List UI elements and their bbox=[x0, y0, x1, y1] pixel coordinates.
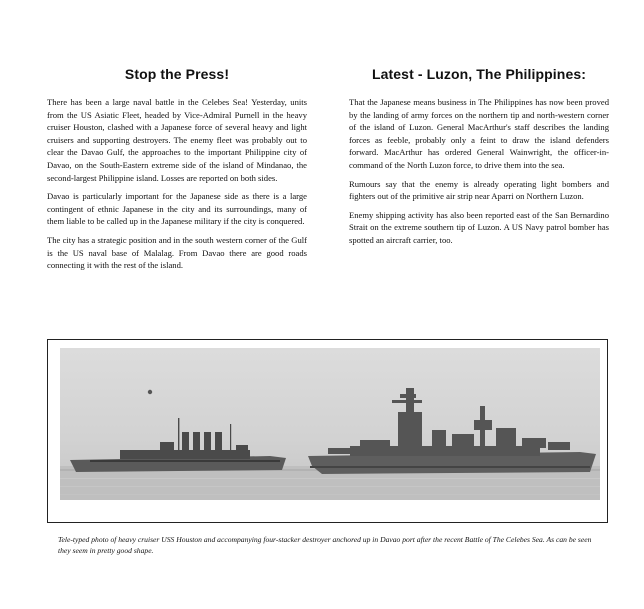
left-article-paragraph: Davao is particularly important for the Japanese side as there is a large contingent of ethnic Japanese in the city and its surroundings, many of them liable to be called up in the Japanese military if the city is conquered. bbox=[47, 191, 307, 227]
left-article-paragraph: There has been a large naval battle in the Celebes Sea! Yesterday, units from the US Asiatic Fleet, headed by Vice-Admiral Purnell in the heavy cruiser Houston, clashed with a Japanese force of several heavy and light cruisers and supporting destroyers. The enemy fleet was probably out to clear the Davao Gulf, the approaches to the important Philippine city of Davao, on the South-Eastern extreme side of the island of Mindanao, the second-largest Philippine island. Losses are reported on both sides. bbox=[47, 97, 307, 183]
left-article-title: Stop the Press! bbox=[124, 66, 230, 82]
left-article bbox=[47, 66, 307, 278]
right-article-paragraph: Rumours say that the enemy is already operating light bombers and fighters out of the primitive air strip near Aparri on Northern Luzon. bbox=[349, 178, 609, 202]
right-article-title: Latest - Luzon, The Philippines: bbox=[372, 66, 586, 82]
warships-photo bbox=[60, 348, 600, 500]
left-article-paragraph: The city has a strategic position and in the south western corner of the Gulf is the US naval base of Malalag. From Davao there are good roads connecting it with the rest of the island. bbox=[47, 234, 307, 271]
right-article-paragraph: That the Japanese means business in The Philippines has now been proved by the landing of army forces on the northern tip and north-western corner of the island of Luzon. General MacArthur's staff describes the landing forces as feeble, probably only a feint to draw the island defenders forward. MacArthur has ordered General Wainwright, the officer-in-command of the North Luzon force, to drive them into the sea. bbox=[349, 97, 609, 170]
right-article bbox=[349, 66, 609, 253]
right-article-paragraph: Enemy shipping activity has also been reported east of the San Bernardino Strait on the extreme southern tip of Luzon. A US Navy patrol bomber has spotted an aircraft carrier, too. bbox=[349, 209, 609, 245]
photo-frame bbox=[47, 339, 608, 523]
photo-caption: Tele-typed photo of heavy cruiser USS Houston and accompanying four-stacker destroyer anchored up in Davao port after the recent Battle of The Celebes Sea. As can be seen they seem in pretty good shape. bbox=[58, 535, 592, 555]
